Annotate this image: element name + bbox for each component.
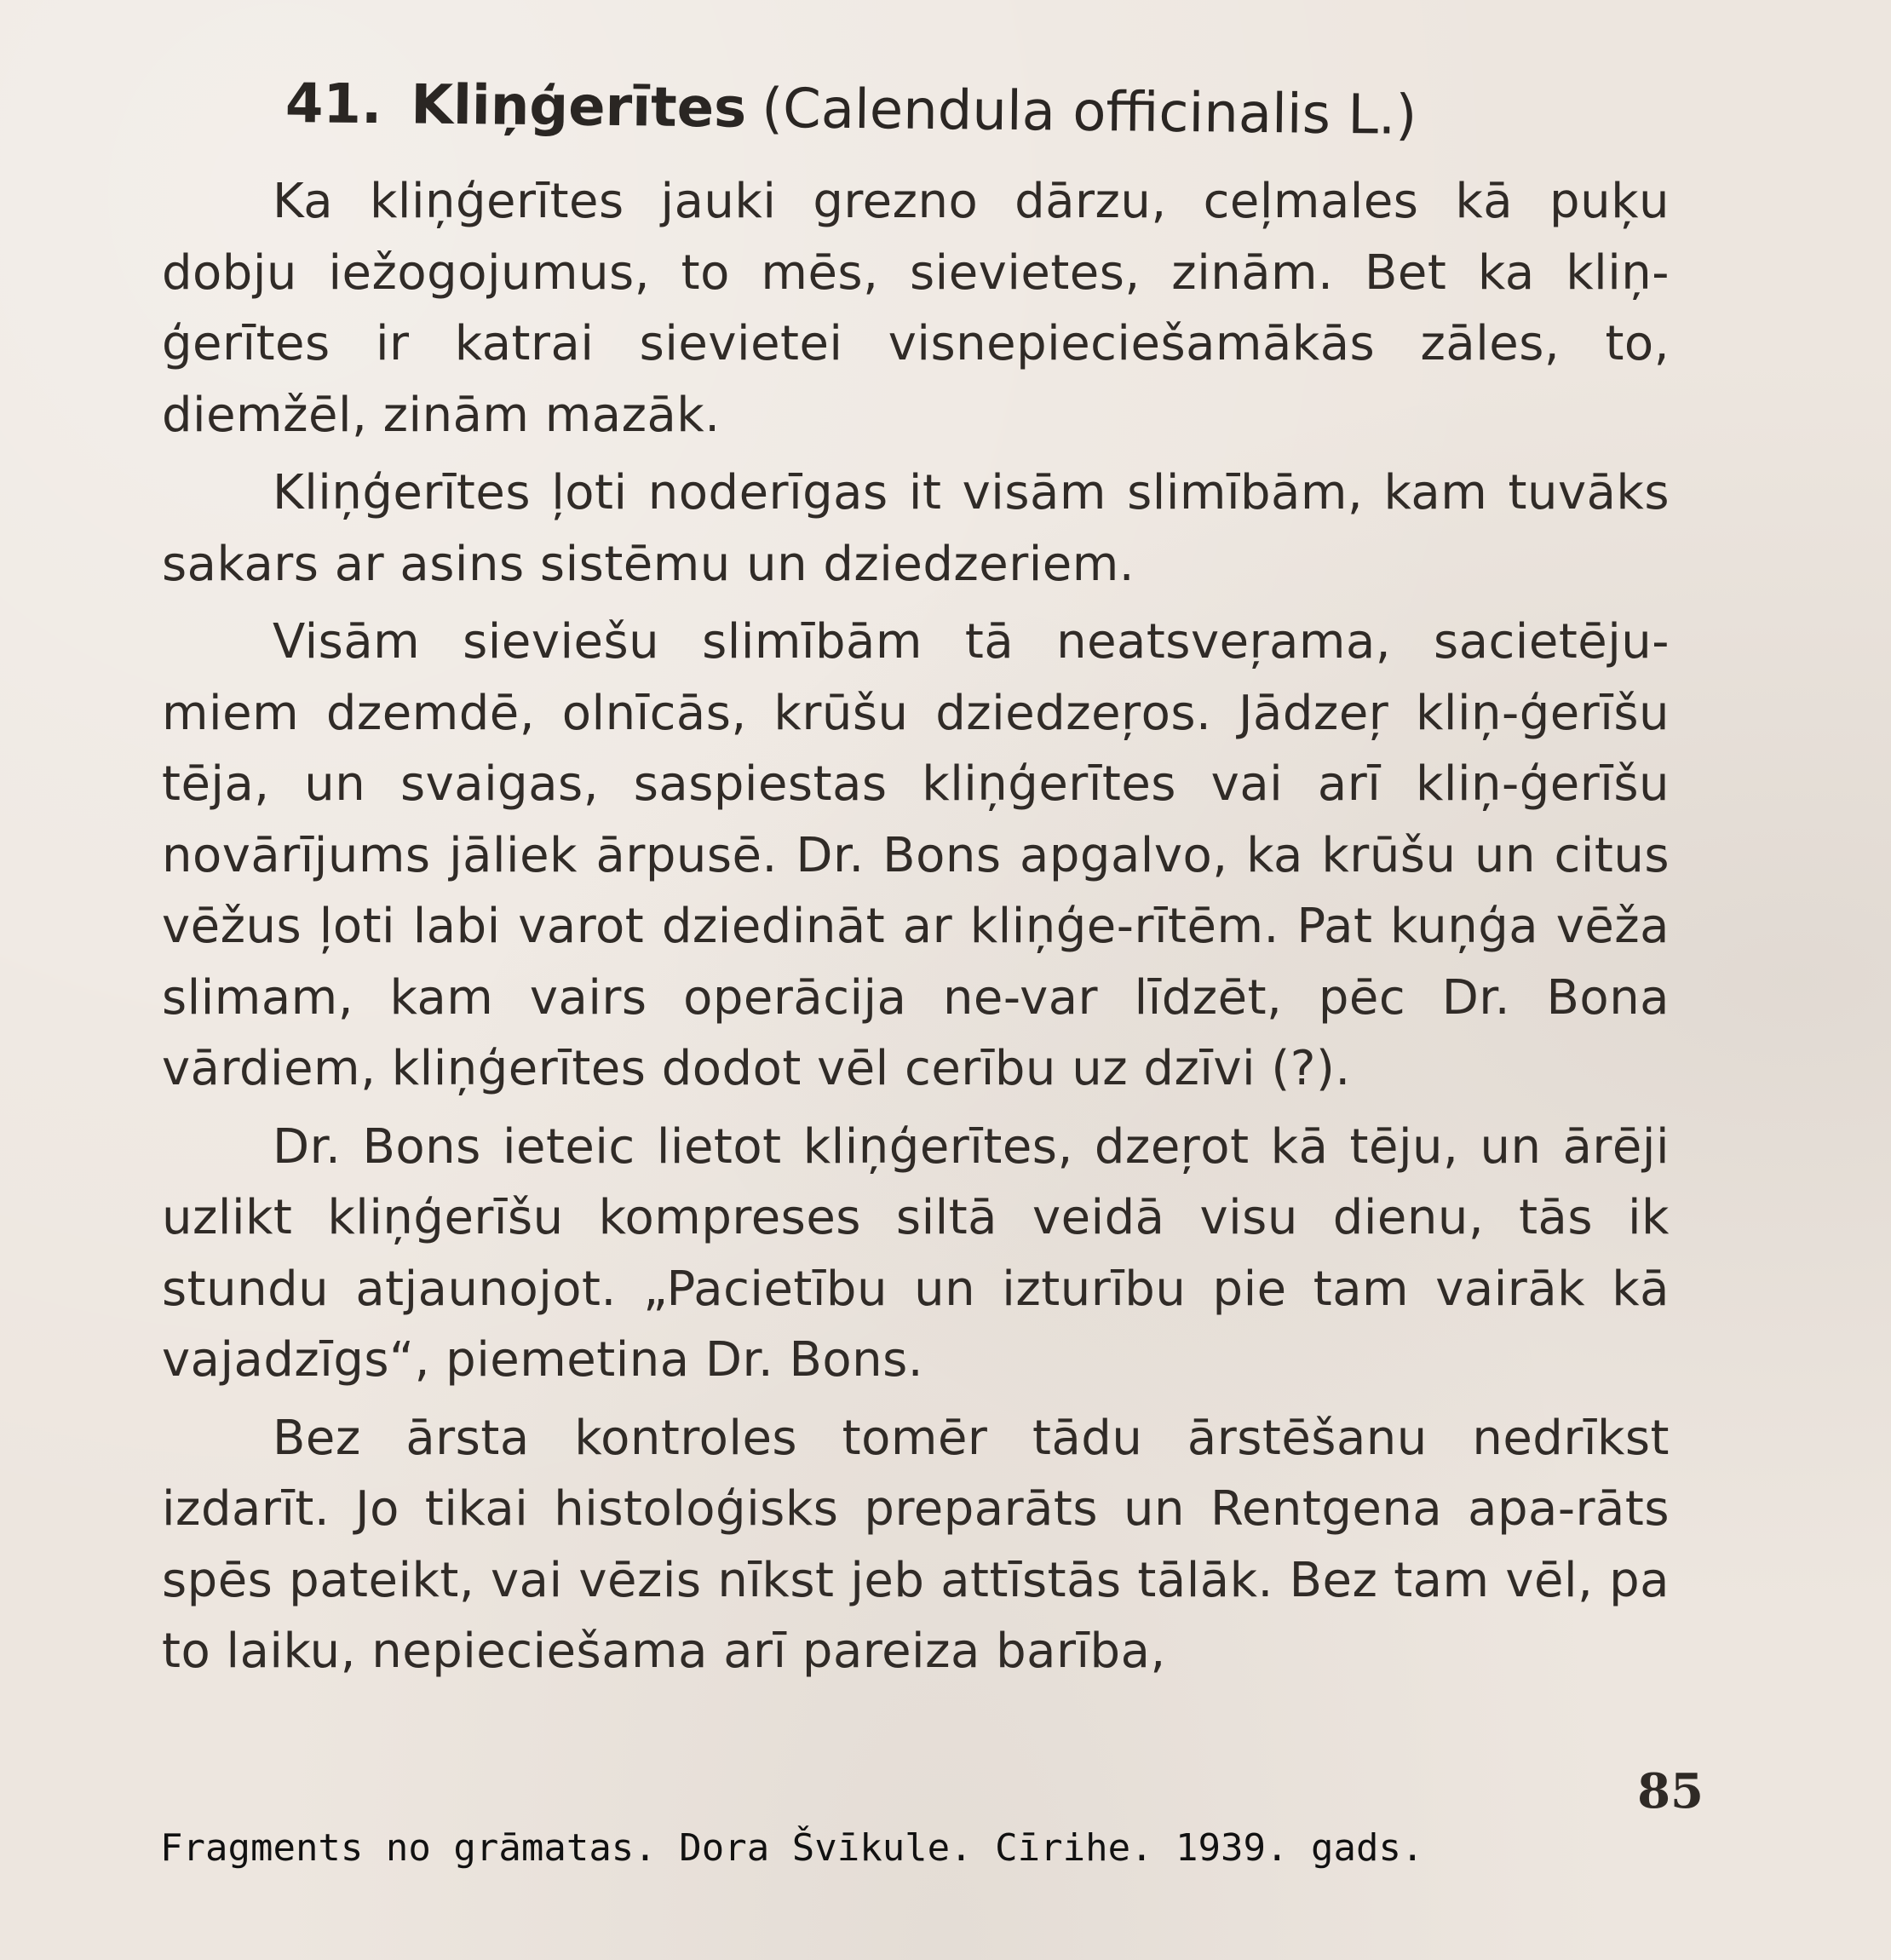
section-heading xyxy=(285,61,1580,160)
paragraph-5: Bez ārsta kontroles tomēr tādu ārstēšanu nedrīkst izdarīt. Jo tikai histoloģisks preparāts un Rentgena apa-rāts spēs pateikt, vai vēzis nīkst jeb attīstās tālāk. Bez tam vēl, pa to laiku, nepieciešama arī pareiza barība, xyxy=(162,1410,1670,1679)
paragraph-1: Ka kliņģerītes jauki grezno dārzu, ceļmales kā puķu dobju iežogojumus, to mēs, sievietes, zinām. Bet ka kliņ-ģerītes ir katrai sievietei visnepieciešamākās zāles, to, diemžēl, zinām mazāk. xyxy=(162,174,1670,443)
section-title: Kliņģerītes xyxy=(410,73,747,141)
paragraph-4: Dr. Bons ieteic lietot kliņģerītes, dzeŗot kā tēju, un ārēji uzlikt kliņģerīšu kompreses siltā veidā visu dienu, tās ik stundu atjaunojot. „Pacietību un izturību pie tam vairāk kā vajadzīgs“, piemetina Dr. Bons. xyxy=(162,1118,1670,1388)
paragraph-3: Visām sieviešu slimībām tā neatsveŗama, sacietēju-miem dzemdē, olnīcās, krūšu dziedzeŗos. Jādzeŗ kliņ-ģerīšu tēja, un svaigas, saspiestas kliņģerītes vai arī kliņ-ģerīšu novārījums jāliek ārpusē. Dr. Bons apgalvo, ka krūšu un citus vēžus ļoti labi varot dziedināt ar kliņģe-rītēm. Pat kuņģa vēža slimam, kam vairs operācija ne-var līdzēt, pēc Dr. Bona vārdiem, kliņģerītes dodot vēl cerību uz dzīvi (?). xyxy=(162,614,1670,1096)
section-number: 41. xyxy=(285,72,382,137)
page-number: 85 xyxy=(1637,1763,1704,1819)
latin-name: (Calendula officinalis L.) xyxy=(761,77,1417,147)
article-body xyxy=(162,166,1670,1694)
paragraph-2: Kliņģerītes ļoti noderīgas it visām slimībām, kam tuvāks sakars ar asins sistēmu un dziedzeriem. xyxy=(162,465,1670,592)
source-caption: Fragments no grāmatas. Dora Švīkule. Cīrihe. 1939. gads. xyxy=(160,1826,1424,1870)
